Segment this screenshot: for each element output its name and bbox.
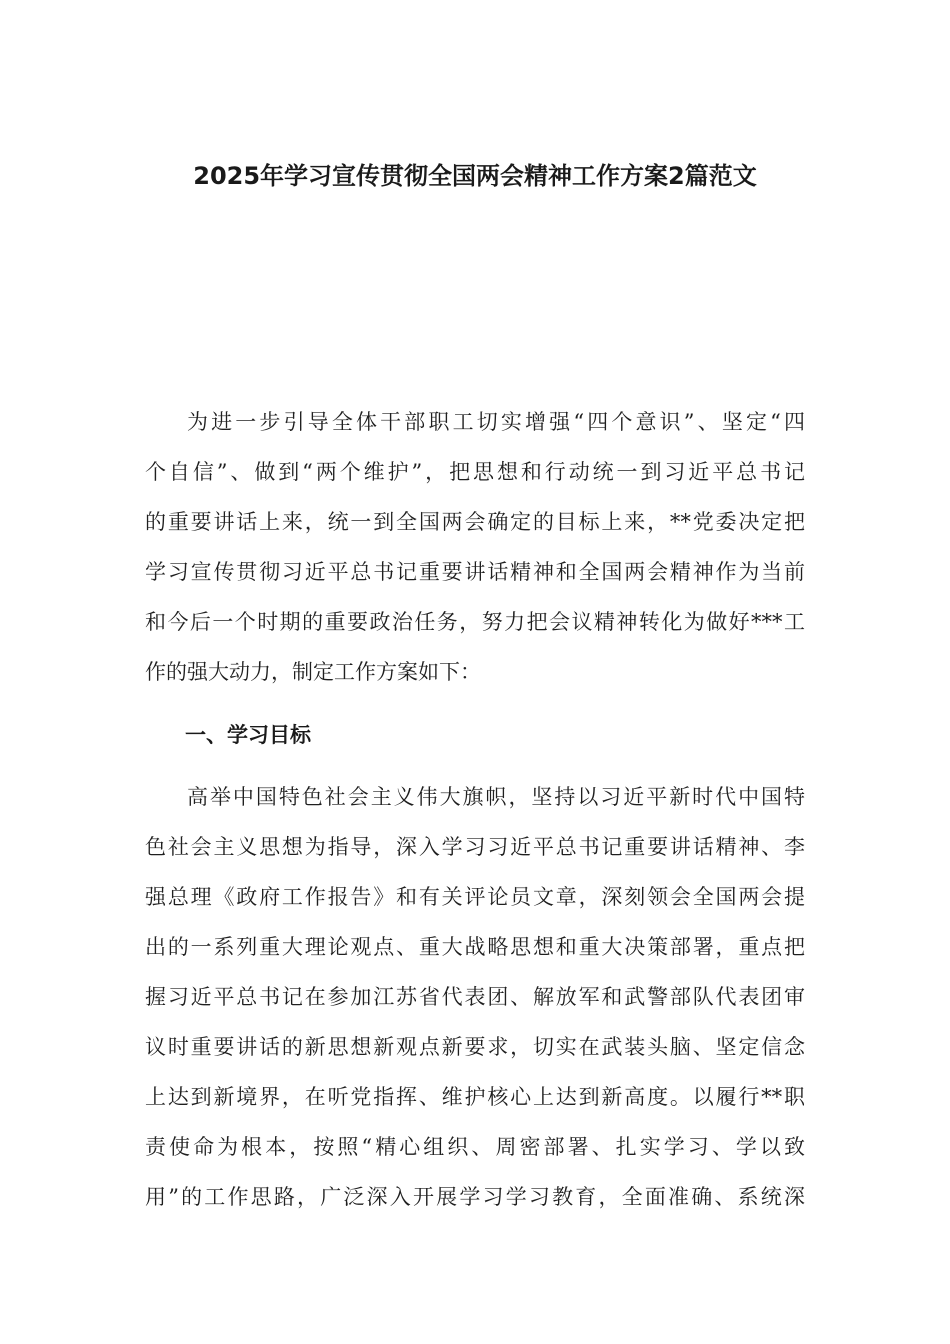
paragraph-goals [145, 772, 805, 1222]
paragraph-line: 责使命为根本，按照“精心组织、周密部署、扎实学习、学以致 [145, 1135, 805, 1159]
section-heading: 一、学习目标 [185, 723, 311, 747]
paragraph-line: 色社会主义思想为指导，深入学习习近平总书记重要讲话精神、李 [145, 835, 805, 859]
document-title: 2025年学习宣传贯彻全国两会精神工作方案2篇范文 [193, 162, 757, 190]
paragraph-line: 议时重要讲话的新思想新观点新要求，切实在武装头脑、坚定信念 [145, 1035, 805, 1059]
paragraph-line: 握习近平总书记在参加江苏省代表团、解放军和武警部队代表团审 [145, 985, 805, 1009]
paragraph-line: 高举中国特色社会主义伟大旗帜，坚持以习近平新时代中国特 [187, 785, 805, 809]
paragraph-line: 用”的工作思路，广泛深入开展学习学习教育，全面准确、系统深 [145, 1185, 805, 1209]
paragraph-line: 作的强大动力，制定工作方案如下： [145, 660, 481, 684]
paragraph-line: 为进一步引导全体干部职工切实增强“四个意识”、坚定“四 [187, 410, 805, 434]
paragraph-line: 和今后一个时期的重要政治任务，努力把会议精神转化为做好***工 [145, 610, 805, 634]
paragraph-line: 个自信”、做到“两个维护”，把思想和行动统一到习近平总书记 [145, 460, 805, 484]
paragraph-line: 的重要讲话上来，统一到全国两会确定的目标上来，**党委决定把 [145, 510, 805, 534]
paragraph-line: 学习宣传贯彻习近平总书记重要讲话精神和全国两会精神作为当前 [145, 560, 805, 584]
paragraph-line: 出的一系列重大理论观点、重大战略思想和重大决策部署，重点把 [145, 935, 805, 959]
paragraph-intro [145, 397, 805, 697]
paragraph-line: 强总理《政府工作报告》和有关评论员文章，深刻领会全国两会提 [145, 885, 805, 909]
paragraph-line: 上达到新境界，在听党指挥、维护核心上达到新高度。以履行**职 [145, 1085, 805, 1109]
